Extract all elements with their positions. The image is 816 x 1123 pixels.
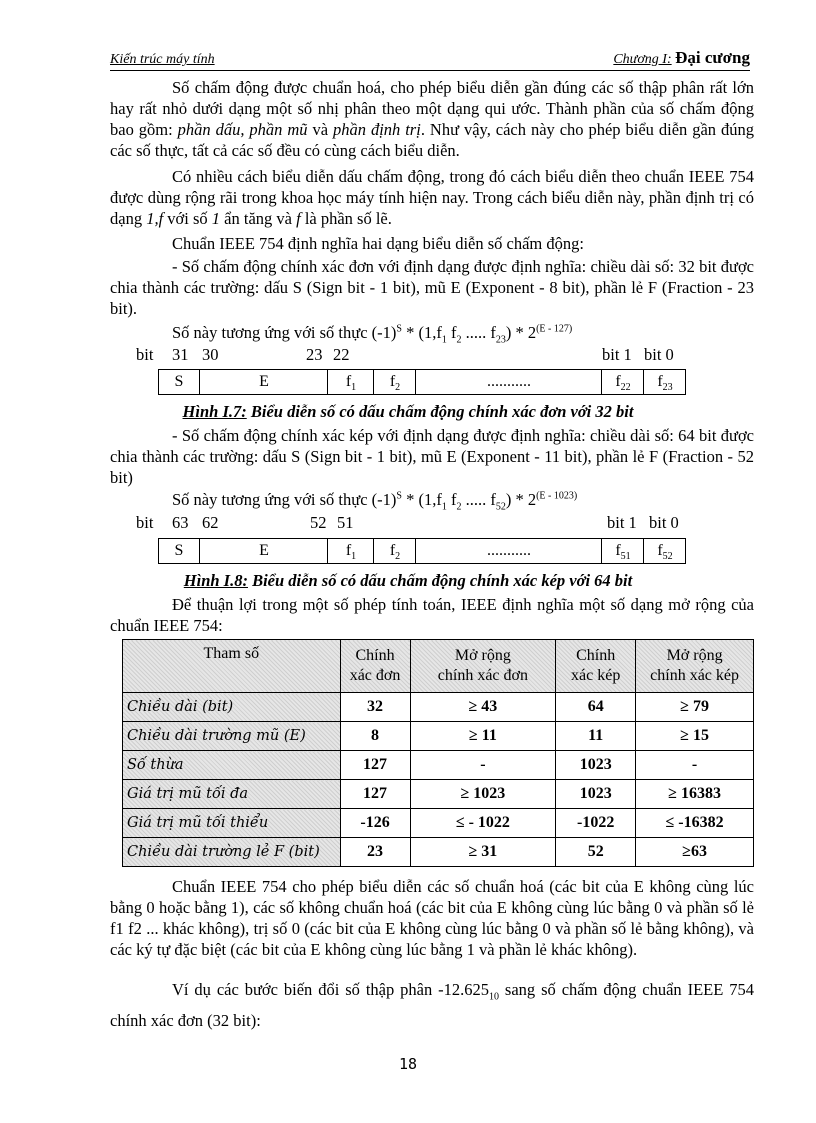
paragraph-two-forms: Chuẩn IEEE 754 định nghĩa hai dạng biểu diễn số chấm động: <box>172 234 584 253</box>
h3b: xác kép <box>571 667 621 684</box>
header-double-extended <box>636 640 754 693</box>
field-sign: S <box>174 373 184 390</box>
cell-double-ext: ≤ -16382 <box>636 809 754 838</box>
bit-1-label: bit 1 <box>607 513 637 532</box>
figure-caption-1-8 <box>0 571 816 591</box>
bit-label: bit <box>136 345 154 364</box>
field-sign: S <box>174 542 184 559</box>
formula-single <box>172 323 572 345</box>
f2-sub: 2 <box>395 551 401 563</box>
f2-text: f <box>389 373 396 390</box>
cell-single: -126 <box>340 809 410 838</box>
paragraph-example <box>110 978 754 1033</box>
bit-30: 30 <box>202 345 219 364</box>
p1-italic-2: phần định trị <box>333 120 421 139</box>
f64-exp: (E - 1023) <box>536 490 578 502</box>
p2-mid: với số <box>163 209 212 228</box>
f32-d: ..... f <box>461 323 496 342</box>
p2-italic-2: 1 <box>211 209 221 228</box>
p1-italic-1: phần dấu, phần mũ <box>177 120 308 139</box>
cell-single: 23 <box>340 838 410 867</box>
paragraph-double-precision: - Số chấm động chính xác kép với định dạng được định nghĩa: chiều dài số: 64 bit được chia thành các trường: dấu S (Sign bit - 1 bit), mũ E (Exponent - 11 bit), phần lẻ F (Fraction - 52 bit) <box>110 426 754 487</box>
cell-single-ext: ≤ - 1022 <box>410 809 556 838</box>
f1-sub: 1 <box>351 551 357 563</box>
bit-0-label: bit 0 <box>644 345 674 364</box>
cell-single-ext: - <box>410 751 556 780</box>
p2-text-end: là phần số lẽ. <box>300 209 392 228</box>
table-row <box>123 751 754 780</box>
p2-italic-3: f <box>296 209 301 228</box>
cell-double-ext: ≥ 15 <box>636 722 754 751</box>
f22-sub: 22 <box>620 382 631 394</box>
f32-c: f <box>446 323 457 342</box>
field-f2 <box>373 370 416 394</box>
header-single <box>340 640 410 693</box>
f32-sup-s: S <box>396 323 402 335</box>
h4b: chính xác kép <box>650 667 739 684</box>
f64-d: ..... f <box>461 490 496 509</box>
p8-text: Ví dụ các bước biến đổi số thập phân -12.625 <box>172 980 490 999</box>
f1-text: f <box>345 373 352 390</box>
f1-sub: 1 <box>351 382 357 394</box>
row-param: Giá trị mũ tối thiểu <box>123 809 341 838</box>
p2-text: Có nhiều cách biểu diễn dấu chấm động, trong đó cách biểu diễn theo chuẩn IEEE 754 được dùng rộng rãi trong khoa học máy tính hiện nay. Trong cách biểu diễn này, phần định trị có dạng <box>110 167 754 228</box>
bit-31: 31 <box>172 345 189 364</box>
bit-63: 63 <box>172 513 189 532</box>
cell-double: 64 <box>556 693 636 722</box>
figure-caption-1-7 <box>0 402 816 422</box>
cell-double: 1023 <box>556 751 636 780</box>
header-parameter: Tham số <box>123 640 341 693</box>
cell-single: 127 <box>340 780 410 809</box>
row-param: Chiều dài (bit) <box>123 693 341 722</box>
paragraph-single-precision: - Số chấm động chính xác đơn với định dạng được định nghĩa: chiều dài số: 32 bit được chia thành các trường: dấu S (Sign bit - 1 bit), mũ E (Exponent - 8 bit), phần lẻ F (Fraction - 23 bit). <box>110 257 754 318</box>
f64-sup-s: S <box>396 490 402 502</box>
cell-double-ext: ≥ 79 <box>636 693 754 722</box>
f32-a: Số này tương ứng với số thực (-1) <box>172 323 397 342</box>
field-dots: ........... <box>415 539 602 563</box>
p8-sub: 10 <box>489 991 500 1003</box>
f32-sub-2: 2 <box>456 334 462 346</box>
page-header <box>110 50 750 71</box>
field-f1 <box>327 370 374 394</box>
table-row <box>123 809 754 838</box>
header-single-extended <box>410 640 556 693</box>
header-double <box>556 640 636 693</box>
row-param: Số thừa <box>123 751 341 780</box>
cell-double: -1022 <box>556 809 636 838</box>
p1-text-end: . Như vậy, cách này cho phép biểu diễn gần đúng các số thực, tất cả các số đều có cùng cách biểu diễn. <box>110 120 754 160</box>
h2b: chính xác đơn <box>437 667 528 684</box>
bit-label: bit <box>136 513 154 532</box>
cell-single: 127 <box>340 751 410 780</box>
f64-sub-1: 1 <box>441 501 447 513</box>
table-row <box>123 693 754 722</box>
f1-text: f <box>345 542 352 559</box>
bit-1-label: bit 1 <box>602 345 632 364</box>
f23-sub: 23 <box>662 382 673 394</box>
chapter-title: Đại cương <box>675 48 750 67</box>
field-exponent: E <box>199 539 328 563</box>
bit-23: 23 <box>306 345 323 364</box>
field-f23 <box>643 370 686 394</box>
f2-text: f <box>389 542 396 559</box>
f32-exp: (E - 127) <box>536 323 573 335</box>
f32-sub-3: 23 <box>495 334 506 346</box>
register-single <box>158 369 686 395</box>
f64-e: ) * 2 <box>505 490 537 509</box>
header-chapter <box>613 48 750 68</box>
paragraph-ieee754 <box>110 166 754 229</box>
field-f2 <box>373 539 416 563</box>
field-f51 <box>601 539 644 563</box>
cell-single-ext: ≥ 11 <box>410 722 556 751</box>
row-param: Chiều dài trường lẻ F (bit) <box>123 838 341 867</box>
f23-text: f <box>657 373 663 390</box>
cell-double-ext: ≥63 <box>636 838 754 867</box>
ieee754-formats-table <box>122 639 754 867</box>
f51-sub: 51 <box>620 551 631 563</box>
h1b: xác đơn <box>349 667 401 684</box>
p1-text: Số chấm động được chuẩn hoá, cho phép biểu diễn gần đúng các số thập phân rất lớn hay rất nhỏ dưới dạng một số nhị phân theo một dạng qui ước. Thành phần của số chấm động bao gồm: <box>110 78 754 139</box>
chapter-label: Chương I: <box>613 52 672 67</box>
caption-text: Biểu diễn số có dấu chấm động chính xác đơn với 32 bit <box>246 402 634 421</box>
f64-sub-2: 2 <box>456 501 462 513</box>
cell-single-ext: ≥ 1023 <box>410 780 556 809</box>
paragraph-normalized-numbers: Chuẩn IEEE 754 cho phép biểu diễn các số chuẩn hoá (các bit của E không cùng lúc bằng 0 hoặc bằng 1), các số không chuẩn hoá (các bit của E không cùng lúc bằng 0 và phần số lẻ f1 f2 ... khác không), trị số 0 (các bit của E không cùng lúc bằng 0 và phần số lẻ bằng không), và các ký tự đặc biệt (các bit của E không cùng lúc bằng 1 và phần lẻ khác không). <box>110 877 754 959</box>
table-row <box>123 780 754 809</box>
header-book-title: Kiến trúc máy tính <box>110 52 215 67</box>
bit-51: 51 <box>337 513 354 532</box>
h4a: Mở rộng <box>666 647 723 664</box>
h1a: Chính <box>355 647 395 664</box>
caption-label: Hình I.8: <box>183 571 248 590</box>
bit-22: 22 <box>333 345 350 364</box>
field-dots: ........... <box>415 370 602 394</box>
cell-single: 32 <box>340 693 410 722</box>
register-double <box>158 538 686 564</box>
f51-text: f <box>615 542 621 559</box>
field-exponent: E <box>199 370 328 394</box>
cell-double-ext: ≥ 16383 <box>636 780 754 809</box>
f2-sub: 2 <box>395 382 401 394</box>
page-number: 18 <box>398 1055 418 1073</box>
h3a: Chính <box>576 647 616 664</box>
cell-double: 52 <box>556 838 636 867</box>
cell-single: 8 <box>340 722 410 751</box>
table-header-row <box>123 640 754 693</box>
f52-sub: 52 <box>662 551 673 563</box>
p1-and: và <box>307 120 333 139</box>
bit-62: 62 <box>202 513 219 532</box>
formula-double <box>172 490 577 512</box>
paragraph-floating-point-intro <box>110 77 754 161</box>
table-row <box>123 722 754 751</box>
cell-single-ext: ≥ 43 <box>410 693 556 722</box>
cell-double-ext: - <box>636 751 754 780</box>
cell-single-ext: ≥ 31 <box>410 838 556 867</box>
p8-text-end: sang số chấm động chuẩn IEEE 754 chính xác đơn (32 bit): <box>110 980 754 1031</box>
bit-52: 52 <box>310 513 327 532</box>
f64-b: * (1,f <box>401 490 442 509</box>
p2-mid2: ẩn tăng và <box>220 209 297 228</box>
table-row <box>123 838 754 867</box>
f32-e: ) * 2 <box>505 323 537 342</box>
field-f52 <box>643 539 686 563</box>
f32-sub-1: 1 <box>441 334 447 346</box>
f52-text: f <box>657 542 663 559</box>
field-f1 <box>327 539 374 563</box>
f64-a: Số này tương ứng với số thực (-1) <box>172 490 397 509</box>
f64-sub-3: 52 <box>495 501 506 513</box>
caption-text: Biểu diễn số có dấu chấm động chính xác kép với 64 bit <box>247 571 633 590</box>
field-f22 <box>601 370 644 394</box>
p2-italic-1: 1,f <box>146 209 164 228</box>
paragraph-extended-formats: Để thuận lợi trong một số phép tính toán, IEEE định nghĩa một số dạng mở rộng của chuẩn IEEE 754: <box>110 595 754 635</box>
row-param: Chiều dài trường mũ (E) <box>123 722 341 751</box>
h2a: Mở rộng <box>454 647 511 664</box>
bit-0-label: bit 0 <box>649 513 679 532</box>
caption-label: Hình I.7: <box>182 402 247 421</box>
cell-double: 11 <box>556 722 636 751</box>
f22-text: f <box>615 373 621 390</box>
cell-double: 1023 <box>556 780 636 809</box>
row-param: Giá trị mũ tối đa <box>123 780 341 809</box>
f32-b: * (1,f <box>401 323 442 342</box>
f64-c: f <box>446 490 457 509</box>
